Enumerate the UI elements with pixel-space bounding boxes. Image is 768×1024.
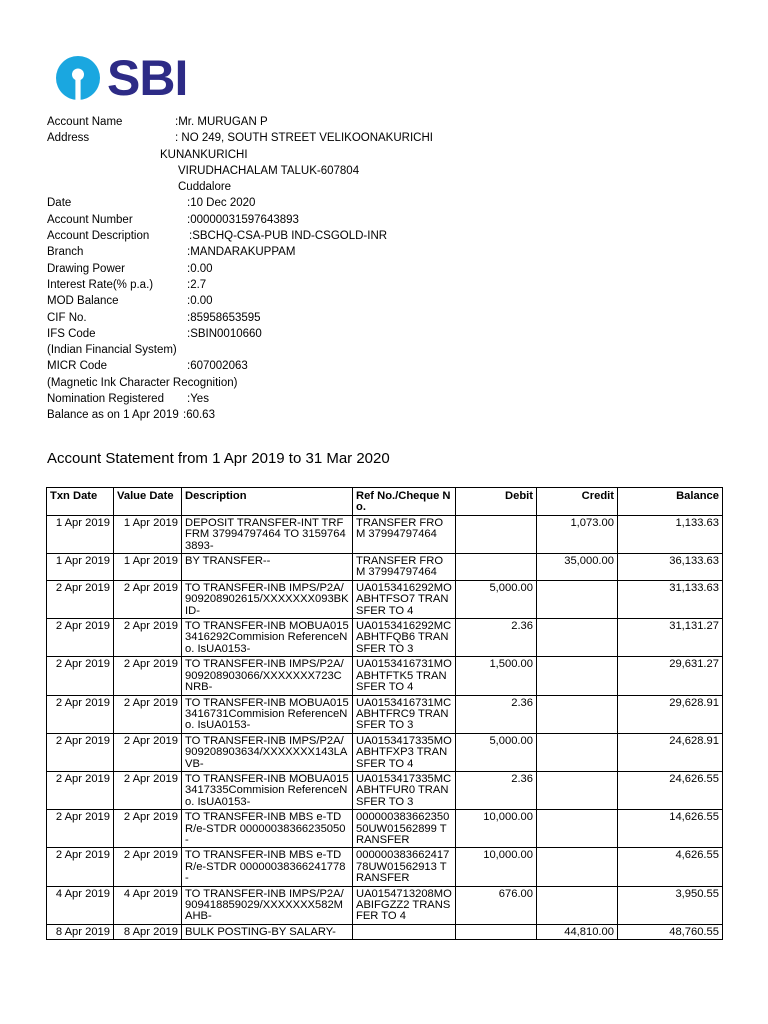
info-label: Account Number	[47, 213, 133, 226]
balance-cell: 14,626.55	[618, 810, 723, 848]
balance-cell: 31,133.63	[618, 580, 723, 618]
debit-cell: 1,500.00	[456, 657, 537, 695]
table-row	[47, 771, 723, 809]
info-label: MICR Code	[47, 360, 108, 373]
ref-no-cell: UA0153417335MOABHTFXP3 TRANSFER TO 4	[353, 733, 456, 771]
txn-date-cell: 4 Apr 2019	[47, 886, 114, 924]
col-ref-no: Ref No./Cheque No.	[353, 488, 456, 516]
txn-date-cell: 2 Apr 2019	[47, 733, 114, 771]
value-date-cell: 2 Apr 2019	[114, 810, 182, 848]
info-value: Cuddalore	[178, 181, 232, 194]
ref-no-cell: 00000038366241778UW01562913 TRANSFER	[353, 848, 456, 886]
txn-date-cell: 2 Apr 2019	[47, 657, 114, 695]
credit-cell	[537, 580, 618, 618]
credit-cell	[537, 848, 618, 886]
description-cell: TO TRANSFER-INB IMPS/P2A/909418859029/XXXXXXX582MAHB-	[182, 886, 353, 924]
debit-cell: 5,000.00	[456, 580, 537, 618]
balance-cell: 24,628.91	[618, 733, 723, 771]
txn-date-cell: 1 Apr 2019	[47, 554, 114, 581]
description-cell: TO TRANSFER-INB MOBUA0153416731Commision ReferenceNo. IsUA0153-	[182, 695, 353, 733]
debit-cell: 2.36	[456, 619, 537, 657]
description-cell: DEPOSIT TRANSFER-INT TRF FRM 37994797464 TO 31597643893-	[182, 515, 353, 553]
table-row	[47, 554, 723, 581]
ref-no-cell: UA0153417335MCABHTFUR0 TRANSFER TO 3	[353, 771, 456, 809]
info-label: (Magnetic Ink Character Recognition)	[47, 376, 238, 389]
value-date-cell: 2 Apr 2019	[114, 695, 182, 733]
debit-cell: 2.36	[456, 771, 537, 809]
description-cell: TO TRANSFER-INB MOBUA0153416292Commision ReferenceNo. IsUA0153-	[182, 619, 353, 657]
credit-cell: 35,000.00	[537, 554, 618, 581]
txn-date-cell: 2 Apr 2019	[47, 848, 114, 886]
description-cell: TO TRANSFER-INB IMPS/P2A/909208902615/XXXXXXX093BKID-	[182, 580, 353, 618]
info-label: Date	[47, 197, 72, 210]
info-value: : NO 249, SOUTH STREET VELIKOONAKURICHI	[175, 132, 433, 145]
ref-no-cell: TRANSFER FROM 37994797464	[353, 554, 456, 581]
balance-cell: 48,760.55	[618, 924, 723, 939]
credit-cell	[537, 810, 618, 848]
ref-no-cell: UA0153416292MCABHTFQB6 TRANSFER TO 3	[353, 619, 456, 657]
table-row	[47, 695, 723, 733]
statement-title: Account Statement from 1 Apr 2019 to 31 Mar 2020	[47, 450, 390, 467]
txn-date-cell: 2 Apr 2019	[47, 619, 114, 657]
table-row	[47, 619, 723, 657]
description-cell: TO TRANSFER-INB IMPS/P2A/909208903634/XXXXXXX143LAVB-	[182, 733, 353, 771]
ref-no-cell: UA0153416731MCABHTFRC9 TRANSFER TO 3	[353, 695, 456, 733]
info-label: CIF No.	[47, 311, 87, 324]
balance-cell: 4,626.55	[618, 848, 723, 886]
txn-date-cell: 2 Apr 2019	[47, 695, 114, 733]
credit-cell	[537, 886, 618, 924]
info-value: :60.63	[183, 409, 215, 422]
transactions-table	[46, 487, 723, 940]
debit-cell: 2.36	[456, 695, 537, 733]
txn-date-cell: 8 Apr 2019	[47, 924, 114, 939]
description-cell: TO TRANSFER-INB MBS e-TDR/e-STDR 00000038366235050-	[182, 810, 353, 848]
ref-no-cell: UA0153416731MOABHTFTK5 TRANSFER TO 4	[353, 657, 456, 695]
debit-cell: 5,000.00	[456, 733, 537, 771]
ref-no-cell: 00000038366235050UW01562899 TRANSFER	[353, 810, 456, 848]
description-cell: BULK POSTING-BY SALARY-	[182, 924, 353, 939]
info-label: Account Name	[47, 116, 123, 128]
info-label: Nomination Registered	[47, 393, 164, 406]
info-value: :Yes	[187, 393, 209, 406]
balance-cell: 29,628.91	[618, 695, 723, 733]
value-date-cell: 1 Apr 2019	[114, 554, 182, 581]
table-row	[47, 580, 723, 618]
credit-cell	[537, 657, 618, 695]
info-label: (Indian Financial System)	[47, 344, 177, 357]
value-date-cell: 4 Apr 2019	[114, 886, 182, 924]
ref-no-cell: UA0154713208MOABIFGZZ2 TRANSFER TO 4	[353, 886, 456, 924]
table-row	[47, 733, 723, 771]
description-cell: TO TRANSFER-INB MBS e-TDR/e-STDR 00000038366241778-	[182, 848, 353, 886]
balance-cell: 36,133.63	[618, 554, 723, 581]
info-value: :Mr. MURUGAN P	[175, 116, 268, 128]
description-cell: TO TRANSFER-INB MOBUA0153417335Commision ReferenceNo. IsUA0153-	[182, 771, 353, 809]
logo-text: SBI	[107, 50, 188, 106]
balance-cell: 29,631.27	[618, 657, 723, 695]
info-label: Balance as on 1 Apr 2019	[47, 409, 179, 422]
info-value: VIRUDHACHALAM TALUK-607804	[178, 164, 360, 177]
info-label: Drawing Power	[47, 262, 125, 275]
debit-cell	[456, 515, 537, 553]
info-value: :SBIN0010660	[187, 327, 262, 340]
info-label: Address	[47, 132, 90, 145]
debit-cell: 10,000.00	[456, 810, 537, 848]
info-label: MOD Balance	[47, 295, 119, 308]
info-value: :MANDARAKUPPAM	[187, 246, 296, 259]
table-row	[47, 657, 723, 695]
col-description: Description	[182, 488, 353, 516]
balance-cell: 31,131.27	[618, 619, 723, 657]
table-header-row	[47, 488, 723, 516]
ref-no-cell: TRANSFER FROM 37994797464	[353, 515, 456, 553]
info-label: Branch	[47, 246, 84, 259]
ref-no-cell	[353, 924, 456, 939]
table-row	[47, 886, 723, 924]
info-value: KUNANKURICHI	[160, 148, 248, 161]
balance-cell: 1,133.63	[618, 515, 723, 553]
info-value: :00000031597643893	[187, 213, 299, 226]
balance-cell: 3,950.55	[618, 886, 723, 924]
col-value-date: Value Date	[114, 488, 182, 516]
value-date-cell: 2 Apr 2019	[114, 657, 182, 695]
credit-cell	[537, 695, 618, 733]
table-row	[47, 515, 723, 553]
info-label: Interest Rate(% p.a.)	[47, 278, 154, 291]
credit-cell	[537, 619, 618, 657]
info-label: IFS Code	[47, 327, 96, 340]
col-debit: Debit	[456, 488, 537, 516]
info-value: :10 Dec 2020	[187, 197, 256, 210]
ref-no-cell: UA0153416292MOABHTFSO7 TRANSFER TO 4	[353, 580, 456, 618]
info-label: Account Description	[47, 230, 150, 243]
info-value: :607002063	[187, 360, 248, 373]
info-value: :85958653595	[187, 311, 261, 324]
value-date-cell: 8 Apr 2019	[114, 924, 182, 939]
credit-cell	[537, 771, 618, 809]
col-credit: Credit	[537, 488, 618, 516]
debit-cell	[456, 554, 537, 581]
table-row	[47, 924, 723, 939]
debit-cell: 10,000.00	[456, 848, 537, 886]
col-txn-date: Txn Date	[47, 488, 114, 516]
value-date-cell: 2 Apr 2019	[114, 580, 182, 618]
description-cell: BY TRANSFER--	[182, 554, 353, 581]
value-date-cell: 2 Apr 2019	[114, 848, 182, 886]
value-date-cell: 1 Apr 2019	[114, 515, 182, 553]
credit-cell	[537, 733, 618, 771]
sbi-keyhole-icon	[55, 55, 101, 101]
table-row	[47, 848, 723, 886]
table-row	[47, 810, 723, 848]
value-date-cell: 2 Apr 2019	[114, 619, 182, 657]
debit-cell	[456, 924, 537, 939]
info-value: :SBCHQ-CSA-PUB IND-CSGOLD-INR	[189, 230, 388, 243]
credit-cell: 1,073.00	[537, 515, 618, 553]
info-value: :0.00	[187, 295, 213, 308]
info-value: :0.00	[187, 262, 213, 275]
sbi-logo	[55, 50, 188, 106]
debit-cell: 676.00	[456, 886, 537, 924]
credit-cell: 44,810.00	[537, 924, 618, 939]
value-date-cell: 2 Apr 2019	[114, 733, 182, 771]
info-value: :2.7	[187, 278, 207, 291]
transactions-body	[47, 515, 723, 939]
txn-date-cell: 1 Apr 2019	[47, 515, 114, 553]
value-date-cell: 2 Apr 2019	[114, 771, 182, 809]
txn-date-cell: 2 Apr 2019	[47, 771, 114, 809]
description-cell: TO TRANSFER-INB IMPS/P2A/909208903066/XXXXXXX723CNRB-	[182, 657, 353, 695]
txn-date-cell: 2 Apr 2019	[47, 810, 114, 848]
txn-date-cell: 2 Apr 2019	[47, 580, 114, 618]
col-balance: Balance	[618, 488, 723, 516]
balance-cell: 24,626.55	[618, 771, 723, 809]
